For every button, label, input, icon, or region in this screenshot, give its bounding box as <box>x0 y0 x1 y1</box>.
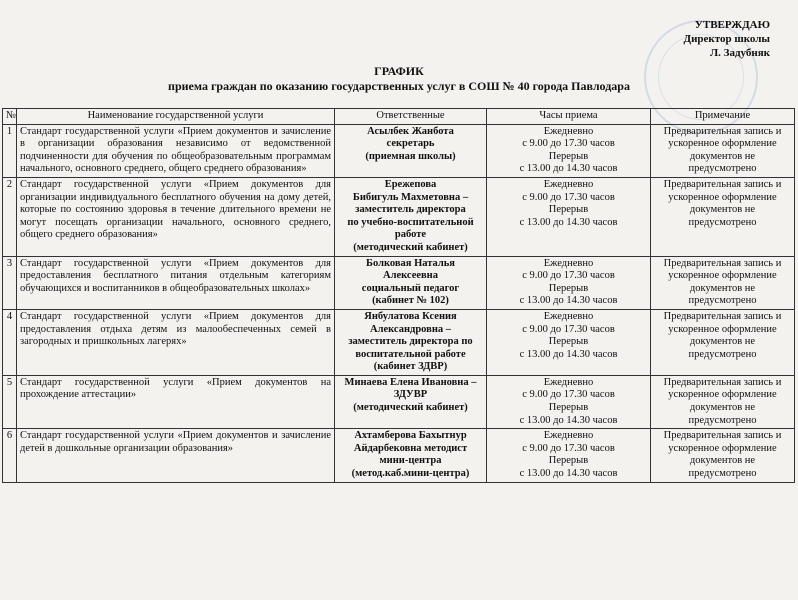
schedule-table <box>2 108 795 483</box>
reception-hours <box>487 375 651 428</box>
reception-hours <box>487 309 651 375</box>
reception-hours <box>487 177 651 256</box>
responsible-person-line: Болковая Наталья <box>366 257 455 269</box>
approval-position: Директор школы <box>683 33 770 45</box>
responsible-person-line: Ережепова <box>384 178 437 190</box>
header-row <box>3 109 795 125</box>
title-heading: ГРАФИК <box>374 64 424 78</box>
responsible-person-line: (метод.каб.мини-центра) <box>351 468 470 480</box>
header-cell: Ответственные <box>335 109 487 125</box>
remark-line: предусмотрено <box>688 414 757 426</box>
table-body <box>3 124 795 482</box>
responsible-person-line: Асылбек Жанбота <box>367 125 454 137</box>
reception-hours-line: Перерыв <box>548 282 589 294</box>
responsible-person-line: Александровна – <box>370 323 451 335</box>
row-number: 4 <box>3 309 17 375</box>
remark-line: документов не <box>689 402 756 414</box>
responsible-person <box>335 177 487 256</box>
responsible-person-line: (методический кабинет) <box>353 402 468 414</box>
remark-line: ускоренное оформление <box>668 138 777 150</box>
remark-line: документов не <box>689 282 756 294</box>
responsible-person-line: воспитательной работе <box>355 348 466 360</box>
remark-line: ускоренное оформление <box>668 323 777 335</box>
remark-line: документов не <box>689 455 756 467</box>
row-number: 5 <box>3 375 17 428</box>
row-number: 3 <box>3 256 17 309</box>
service-name: Стандарт государственной услуги «Прием документов для организации индивидуального бесплатного обучения на дому детей, которые по состоянию здоровья в течение длительного времени не могут посещать организации начального, основного среднего, общего среднего образования» <box>17 177 335 256</box>
document-title <box>0 64 798 94</box>
reception-hours-line: Перерыв <box>548 150 589 162</box>
remark-line: ускоренное оформление <box>668 442 777 454</box>
remark-line: предусмотрено <box>688 468 757 480</box>
responsible-person-line: секретарь <box>386 138 435 150</box>
remark-line: ускоренное оформление <box>668 270 777 282</box>
service-name: Стандарт государственной услуги «Прием документов для предоставления бесплатного питания отдельным категориям обучающихся и воспитанников в общеобразовательных школах» <box>17 256 335 309</box>
reception-hours-line: с 9.00 до 17.30 часов <box>522 323 615 335</box>
header-cell: № <box>3 109 17 125</box>
responsible-person <box>335 429 487 482</box>
service-name: Стандарт государственной услуги «Прием документов и зачисление детей в дошкольные организации образования» <box>17 429 335 482</box>
reception-hours-line: с 13.00 до 14.30 часов <box>519 468 618 480</box>
table-row <box>3 429 795 482</box>
table-row <box>3 256 795 309</box>
remark-line: документов не <box>689 150 756 162</box>
header-cell: Наименование государственной услуги <box>17 109 335 125</box>
reception-hours-line: Ежедневно <box>543 257 594 269</box>
reception-hours-line: Ежедневно <box>543 310 594 322</box>
service-name: Стандарт государственной услуги «Прием документов для предоставления отдыха детям из малообеспеченных семей в загородных и пришкольных лагерях» <box>17 309 335 375</box>
reception-hours <box>487 256 651 309</box>
header-cell: Примечание <box>651 109 795 125</box>
table-row <box>3 124 795 177</box>
reception-hours-line: с 9.00 до 17.30 часов <box>522 389 615 401</box>
remark-line: Предварительная запись и <box>663 376 782 388</box>
row-number: 6 <box>3 429 17 482</box>
remark <box>651 375 795 428</box>
remark-line: Предварительная запись и <box>663 430 782 442</box>
remark-line: предусмотрено <box>688 163 757 175</box>
remark-line: предусмотрено <box>688 216 757 228</box>
responsible-person <box>335 375 487 428</box>
reception-hours-line: Ежедневно <box>543 178 594 190</box>
responsible-person <box>335 256 487 309</box>
reception-hours-line: Ежедневно <box>543 430 594 442</box>
responsible-person-line: Ахтамберова Бахытнур <box>354 430 467 442</box>
reception-hours-line: с 13.00 до 14.30 часов <box>519 295 618 307</box>
table-row <box>3 177 795 256</box>
responsible-person-line: (кабинет ЗДВР) <box>373 361 448 373</box>
responsible-person-line: Янбулатова Ксения <box>364 310 457 322</box>
reception-hours-line: Перерыв <box>548 455 589 467</box>
responsible-person-line: ЗДУВР <box>393 389 428 401</box>
responsible-person-line: социальный педагог <box>361 282 460 294</box>
reception-hours-line: Ежедневно <box>543 125 594 137</box>
remark-line: Предварительная запись и <box>663 125 782 137</box>
reception-hours-line: Ежедневно <box>543 376 594 388</box>
reception-hours-line: с 9.00 до 17.30 часов <box>522 270 615 282</box>
remark-line: ускоренное оформление <box>668 389 777 401</box>
remark <box>651 177 795 256</box>
remark <box>651 309 795 375</box>
responsible-person-line: Алексеевна <box>382 270 438 282</box>
remark-line: Предварительная запись и <box>663 310 782 322</box>
table-row <box>3 309 795 375</box>
responsible-person-line: мини-центра <box>379 455 442 467</box>
responsible-person-line: (кабинет № 102) <box>372 295 449 307</box>
responsible-person-line: Минаева Елена Ивановна – <box>344 376 477 388</box>
responsible-person-line: (методический кабинет) <box>353 241 468 253</box>
row-number: 1 <box>3 124 17 177</box>
responsible-person <box>335 309 487 375</box>
reception-hours-line: Перерыв <box>548 204 589 216</box>
remark-line: Предварительная запись и <box>663 178 782 190</box>
remark-line: предусмотрено <box>688 295 757 307</box>
remark-line: предусмотрено <box>688 348 757 360</box>
reception-hours-line: с 13.00 до 14.30 часов <box>519 414 618 426</box>
reception-hours-line: с 13.00 до 14.30 часов <box>519 348 618 360</box>
responsible-person-line: заместитель директора <box>355 204 466 216</box>
reception-hours-line: с 13.00 до 14.30 часов <box>519 216 618 228</box>
remark-line: документов не <box>689 336 756 348</box>
reception-hours-line: с 9.00 до 17.30 часов <box>522 138 615 150</box>
approval-block <box>684 18 770 60</box>
reception-hours <box>487 124 651 177</box>
service-name: Стандарт государственной услуги «Прием документов и зачисление в организации образования независимо от ведомственной подчиненности для обучения по общеобразовательным программам начального, основного среднего, общего среднего образования» <box>17 124 335 177</box>
reception-hours-line: Перерыв <box>548 402 589 414</box>
reception-hours <box>487 429 651 482</box>
reception-hours-line: с 9.00 до 17.30 часов <box>522 191 615 203</box>
service-name: Стандарт государственной услуги «Прием документов на прохождение аттестации» <box>17 375 335 428</box>
remark-line: ускоренное оформление <box>668 191 777 203</box>
remark-line: Предварительная запись и <box>663 257 782 269</box>
title-subheading: приема граждан по оказанию государственных услуг в СОШ № 40 города Павлодара <box>168 79 630 93</box>
remark <box>651 429 795 482</box>
remark <box>651 256 795 309</box>
responsible-person-line: Бибигуль Махметовна – <box>352 191 469 203</box>
approval-signatory: Л. Задубняк <box>709 47 770 59</box>
reception-hours-line: с 9.00 до 17.30 часов <box>522 442 615 454</box>
approval-word: УТВЕРЖДАЮ <box>694 19 770 31</box>
responsible-person-line: по учебно-воспитательной <box>347 216 474 228</box>
reception-hours-line: Перерыв <box>548 336 589 348</box>
reception-hours-line: с 13.00 до 14.30 часов <box>519 163 618 175</box>
table-row <box>3 375 795 428</box>
responsible-person-line: работе <box>394 229 427 241</box>
responsible-person-line: заместитель директора по <box>348 336 473 348</box>
responsible-person <box>335 124 487 177</box>
responsible-person-line: Айдарбековна методист <box>353 442 468 454</box>
remark-line: документов не <box>689 204 756 216</box>
responsible-person-line: (приемная школы) <box>365 150 456 162</box>
header-cell: Часы приема <box>487 109 651 125</box>
remark <box>651 124 795 177</box>
row-number: 2 <box>3 177 17 256</box>
